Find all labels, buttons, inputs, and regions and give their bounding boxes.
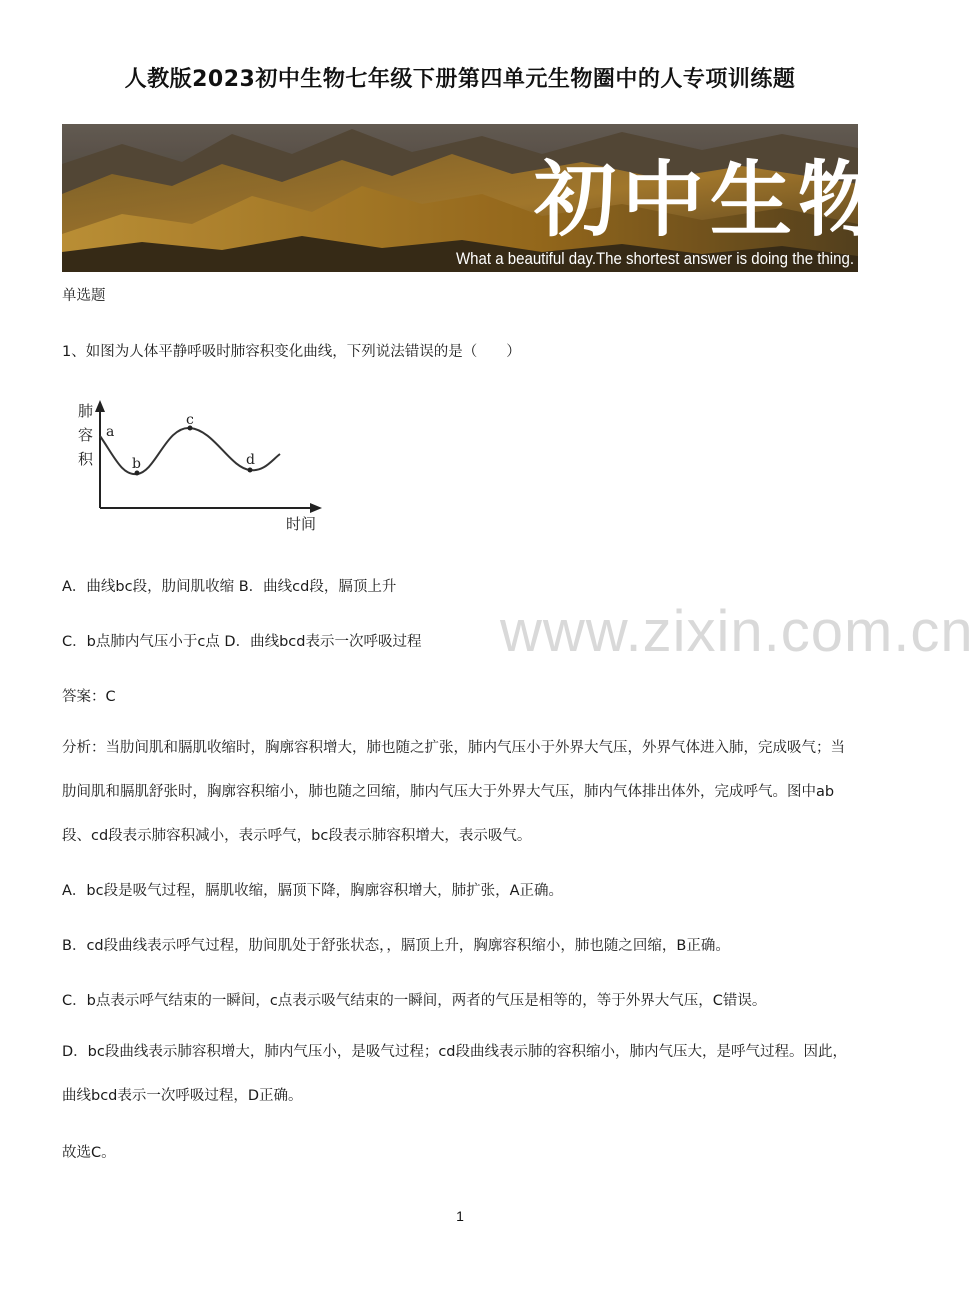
analysis-option-d: D．bc段曲线表示肺容积增大，肺内气压小，是吸气过程；cd段曲线表示肺的容积缩小，肺内气压大，是呼气过程。因此，曲线bcd表示一次呼吸过程，D正确。 bbox=[62, 1044, 848, 1104]
point-d-label: d bbox=[246, 452, 255, 468]
conclusion: 故选C。 bbox=[62, 1145, 116, 1161]
options-line-2: C．b点肺内气压小于c点 D．曲线bcd表示一次呼吸过程 bbox=[62, 634, 422, 650]
point-c-label: c bbox=[186, 412, 194, 428]
x-axis-label: 时间 bbox=[286, 515, 317, 533]
analysis-option-b: B．cd段曲线表示呼气过程，肋间肌处于舒张状态，，膈顶上升，胸廓容积缩小，肺也随之回缩，B正确。 bbox=[62, 938, 730, 954]
banner-heading: 初中生物 bbox=[534, 152, 887, 248]
analysis-option-c: C．b点表示呼气结束的一瞬间，c点表示吸气结束的一瞬间，两者的气压是相等的，等于外界大气压，C错误。 bbox=[62, 993, 767, 1009]
watermark: www.zixin.com.cn bbox=[500, 599, 974, 664]
analysis-intro: 分析：当肋间肌和膈肌收缩时，胸廓容积增大，肺也随之扩张，肺内气压小于外界大气压，外界气体进入肺，完成吸气；当肋间肌和膈肌舒张时，胸廓容积缩小，肺也随之回缩，肺内气压大于外界大气压，肺内气体排出体外，完成呼气。图中ab段、cd段表示肺容积减小，表示呼气，bc段表示肺容积增大，表示吸气。 bbox=[62, 740, 845, 844]
page-number: 1 bbox=[456, 1208, 464, 1224]
options-line-1: A．曲线bc段，肋间肌收缩 B．曲线cd段，膈顶上升 bbox=[62, 579, 397, 595]
document-title: 人教版2023初中生物七年级下册第四单元生物圈中的人专项训练题 bbox=[124, 67, 796, 92]
lung-volume-graph bbox=[74, 396, 334, 540]
question-stem: 1、如图为人体平静呼吸时肺容积变化曲线，下列说法错误的是（ ） bbox=[62, 344, 521, 360]
point-b-label: b bbox=[132, 456, 141, 472]
point-a-label: a bbox=[106, 424, 115, 440]
answer: 答案：C bbox=[62, 689, 116, 705]
x-axis-arrow bbox=[310, 503, 322, 513]
section-label: 单选题 bbox=[62, 288, 106, 304]
banner-tagline: What a beautiful day.The shortest answer is doing the thing. bbox=[456, 249, 854, 268]
y-axis-arrow bbox=[95, 400, 105, 412]
y-label-3: 积 bbox=[78, 450, 94, 468]
y-label-1: 肺 bbox=[78, 402, 94, 420]
banner-image bbox=[62, 124, 887, 272]
analysis-option-a: A．bc段是吸气过程，膈肌收缩，膈顶下降，胸廓容积增大，肺扩张，A正确。 bbox=[62, 883, 564, 899]
y-label-2: 容 bbox=[78, 426, 94, 444]
